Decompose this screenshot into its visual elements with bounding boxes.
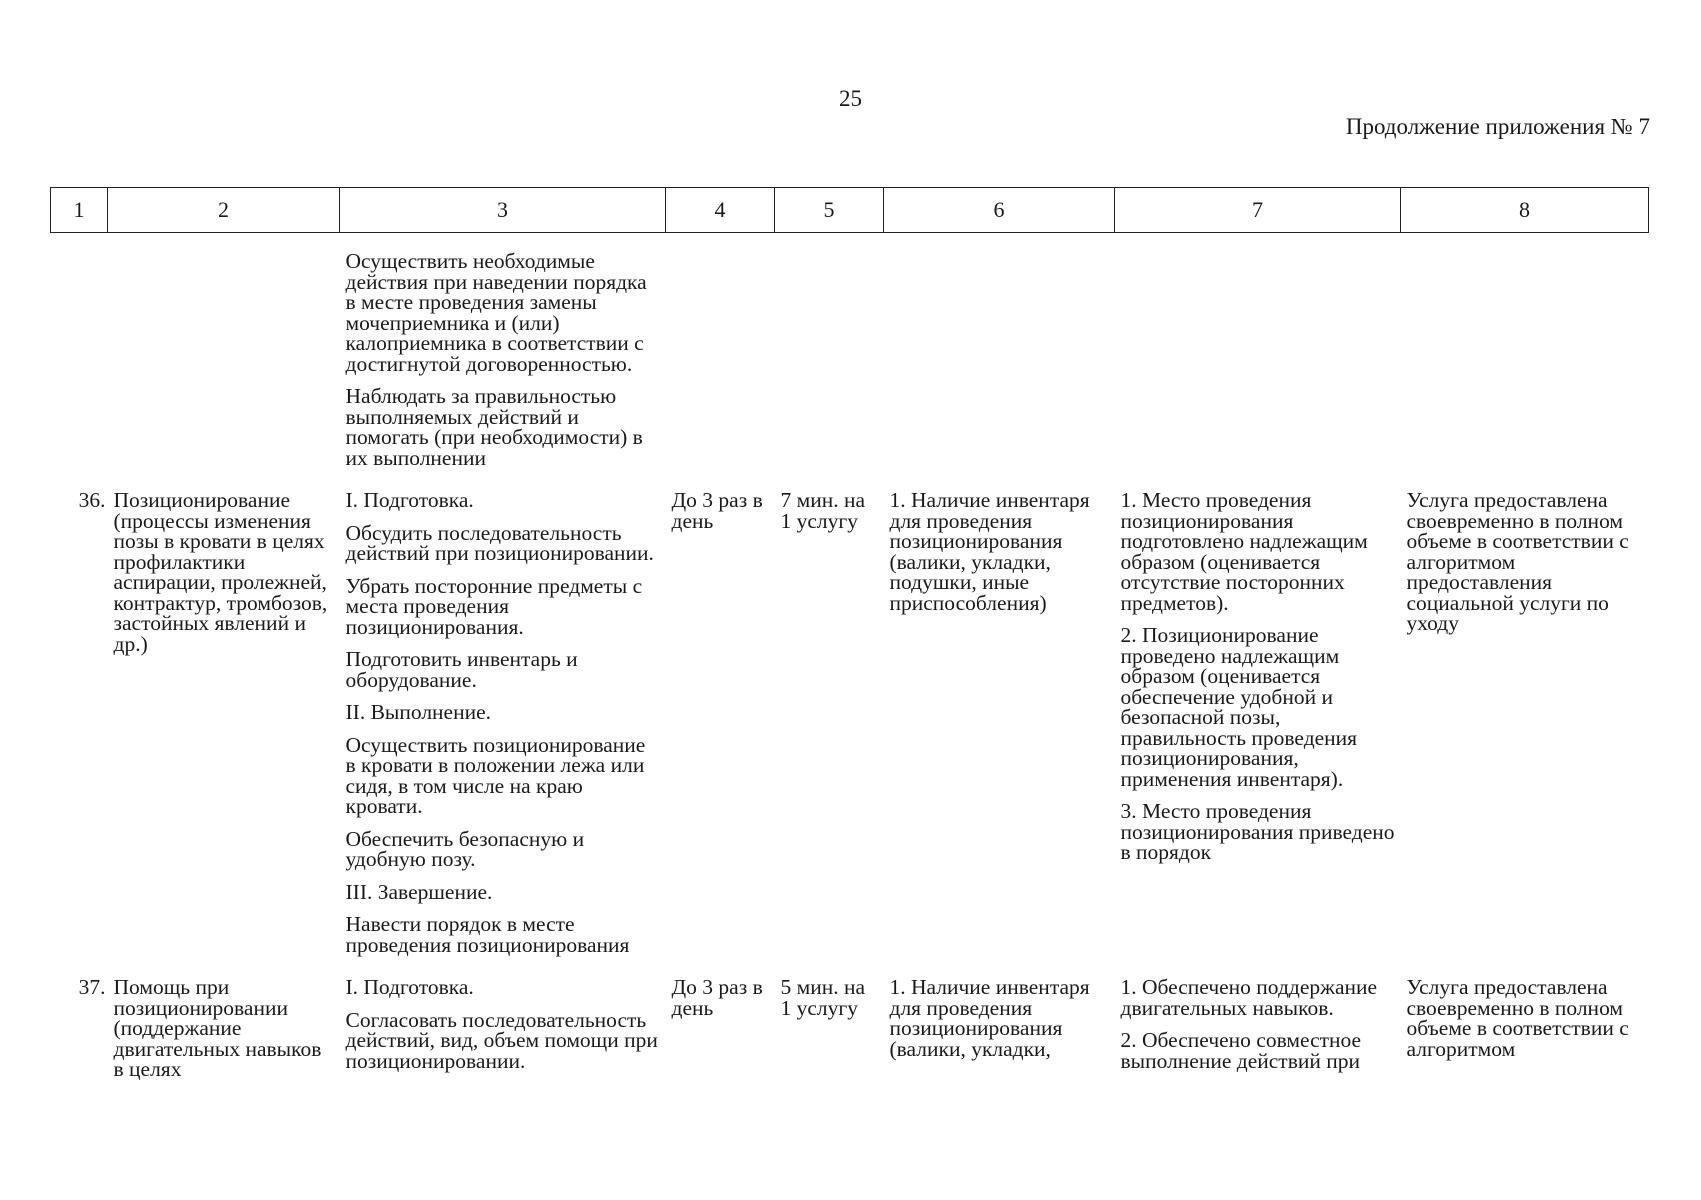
column-header: 6 (884, 188, 1115, 233)
column-header: 2 (108, 188, 340, 233)
quality-text: 3. Место проведения позиционирования приведено в порядок (1120, 799, 1395, 864)
step-text: I. Подготовка. (345, 488, 474, 512)
page-number: 25 (839, 86, 862, 111)
quality-text: 2. Позиционирование проведено надлежащим образом (оценивается обеспечение удобной и безопасной позы, правильность проведения позиционирования, применения инвентаря). (1120, 623, 1358, 791)
step-text: Навести порядок в месте проведения позиционирования (345, 912, 630, 957)
column-header: 4 (666, 188, 775, 233)
steps-cell (340, 977, 666, 1080)
column-header: 1 (51, 188, 108, 233)
step-text: Осуществить позиционирование в кровати в положении лежа или сидя, в том числе на краю кровати. (345, 732, 646, 818)
step-text: III. Завершение. (345, 879, 493, 904)
step-text: Подготовить инвентарь и оборудование. (345, 647, 578, 692)
duration: 5 мин. на 1 услугу (780, 975, 866, 1020)
duration: 7 мин. на 1 услугу (780, 488, 866, 533)
step-text: Осуществить необходимые действия при наведении порядка в месте проведения замены мочеприемника и (или) калоприемника в соответствии с достигнутой договоренностью. (345, 249, 647, 376)
step-text: Обсудить последовательность действий при позиционировании. (345, 520, 654, 565)
step-text: Согласовать последовательность действий, вид, объем помощи при позиционировании. (345, 1007, 658, 1073)
service-name: Помощь при позиционировании (поддержание двигательных навыков в целях (113, 975, 322, 1081)
row-number: 36. (78, 488, 106, 512)
step-text: I. Подготовка. (345, 975, 474, 999)
quality-cell (1115, 977, 1401, 1080)
step-text: Убрать посторонние предметы с места проведения позиционирования. (345, 573, 643, 639)
conditions-cell (884, 490, 1115, 955)
column-header: 3 (340, 188, 666, 233)
continuation-row (51, 251, 1649, 468)
quality-cell (1115, 490, 1401, 955)
steps-cell (340, 490, 666, 955)
column-header: 8 (1401, 188, 1649, 233)
quality-text: 1. Обеспечено поддержание двигательных навыков. (1120, 975, 1378, 1020)
step-text: Обеспечить безопасную и удобную позу. (345, 826, 585, 871)
step-text: Наблюдать за правильностью выполняемых действий и помогать (при необходимости) в их выполнении (345, 384, 643, 470)
table-row (51, 977, 1649, 1080)
service-name: Позиционирование (процессы изменения позы в кровати в целях профилактики аспирации, пролежней, контрактур, тромбозов, застойных явлений и др.) (113, 488, 328, 656)
column-header: 7 (1115, 188, 1401, 233)
condition-text: 1. Наличие инвентаря для проведения позиционирования (валики, укладки, подушки, иные приспособления) (889, 488, 1090, 615)
column-header: 5 (775, 188, 884, 233)
frequency: До 3 раз в день (671, 975, 763, 1020)
frequency: До 3 раз в день (671, 488, 763, 533)
quality-text: 2. Обеспечено совместное выполнение действий при (1120, 1028, 1362, 1073)
step-text: II. Выполнение. (345, 700, 492, 724)
services-table (50, 187, 1649, 1080)
condition-text: 1. Наличие инвентаря для проведения позиционирования (валики, укладки, (889, 975, 1090, 1061)
appendix-title: Продолжение приложения № 7 (1345, 114, 1650, 139)
conditions-cell (884, 977, 1115, 1080)
result-text: Услуга предоставлена своевременно в полном объеме в соответствии с алгоритмом предоставления социальной услуги по уходу (1406, 488, 1629, 635)
result-text: Услуга предоставлена своевременно в полном объеме в соответствии с алгоритмом (1406, 975, 1629, 1061)
row-number: 37. (78, 975, 106, 999)
steps-cell (340, 251, 666, 468)
quality-text: 1. Место проведения позиционирования подготовлено надлежащим образом (оценивается отсутствие посторонних предметов). (1120, 488, 1368, 615)
column-number-row (51, 188, 1649, 233)
table-row (51, 490, 1649, 955)
